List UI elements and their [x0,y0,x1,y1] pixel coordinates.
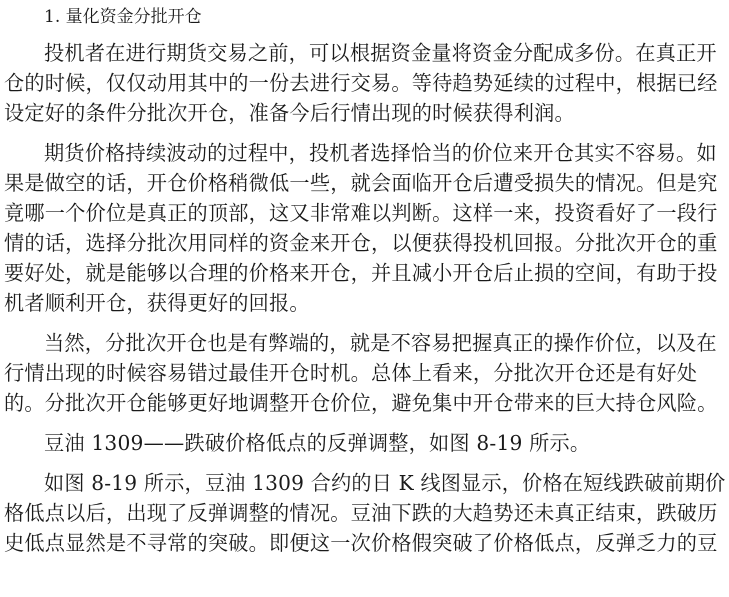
paragraph-line: 情的话，选择分批次用同样的资金来开仓，以便获得投机回报。分批次开仓的重 [4,231,718,255]
paragraph-line: 果是做空的话，开仓价格稍微低一些，就会面临开仓后遭受损失的情况。但是究 [4,171,718,195]
paragraph-line: 的。分批次开仓能够更好地调整开仓价位，避免集中开仓带来的巨大持仓风险。 [4,391,718,415]
paragraph-line: 投机者在进行期货交易之前，可以根据资金量将资金分配成多份。在真正开 [44,41,717,65]
paragraph-line: 史低点显然是不寻常的突破。即便这一次价格假突破了价格低点，反弹乏力的豆 [4,531,718,555]
paragraph-line: 机者顺利开仓，获得更好的回报。 [4,291,310,315]
section-heading: 1. 量化资金分批开仓 [44,7,202,27]
paragraph-line: 仓的时候，仅仅动用其中的一份去进行交易。等待趋势延续的过程中，根据已经 [4,71,718,95]
paragraph-line: 当然，分批次开仓也是有弊端的，就是不容易把握真正的操作价位，以及在 [44,331,717,355]
example-caption-line: 豆油 1309——跌破价格低点的反弹调整，如图 8-19 所示。 [44,431,591,455]
paragraph-line: 竟哪一个价位是真正的顶部，这又非常难以判断。这样一来，投资看好了一段行 [4,201,718,225]
paragraph-line: 行情出现的时候容易错过最佳开仓时机。总体上看来，分批次开仓还是有好处 [4,361,698,385]
paragraph-line: 设定好的条件分批次开仓，准备今后行情出现的时候获得利润。 [4,101,575,125]
paragraph-line: 期货价格持续波动的过程中，投机者选择恰当的价位来开仓其实不容易。如 [44,141,717,165]
paragraph-line: 格低点以后，出现了反弹调整的情况。豆油下跌的大趋势还未真正结束，跌破历 [4,501,718,525]
paragraph-line: 如图 8-19 所示，豆油 1309 合约的日 K 线图显示，价格在短线跌破前期价 [44,471,726,495]
paragraph-line: 要好处，就是能够以合理的价格来开仓，并且减小开仓后止损的空间，有助于投 [4,261,718,285]
